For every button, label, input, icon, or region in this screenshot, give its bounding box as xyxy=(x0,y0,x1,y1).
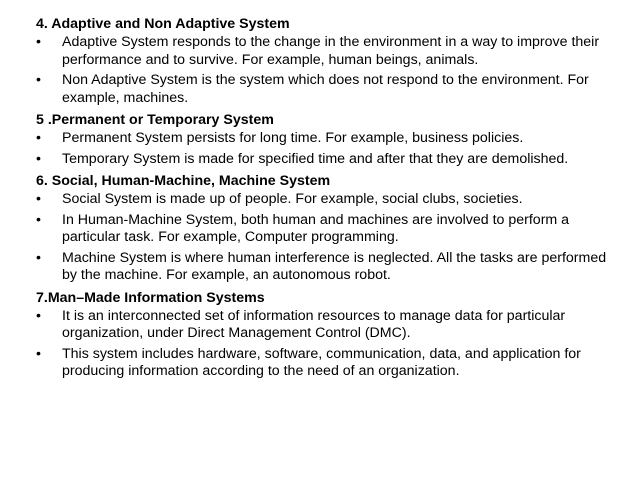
bullet-item xyxy=(36,308,618,343)
bullet-icon: • xyxy=(36,130,41,146)
bullet-text: Adaptive System responds to the change in the environment in a way to improve their performance and to survive. For example, human beings, animals. xyxy=(62,34,600,68)
bullet-text: Non Adaptive System is the system which does not respond to the environment. For example, machines. xyxy=(62,72,589,106)
bullet-item xyxy=(36,72,618,107)
section-adaptive xyxy=(36,14,618,107)
section-heading: 7.Man–Made Information Systems xyxy=(36,289,265,306)
bullet-list xyxy=(36,130,618,168)
section-social-machine xyxy=(36,171,618,285)
bullet-icon: • xyxy=(36,34,41,50)
bullet-text: Permanent System persists for long time. For example, business policies. xyxy=(62,130,524,146)
bullet-icon: • xyxy=(36,150,41,167)
bullet-item xyxy=(36,34,618,69)
bullet-icon: • xyxy=(36,191,41,207)
section-heading: 4. Adaptive and Non Adaptive System xyxy=(36,16,290,32)
bullet-item xyxy=(36,191,618,209)
bullet-icon: • xyxy=(36,249,41,266)
bullet-item xyxy=(36,212,618,247)
bullet-list xyxy=(36,308,618,381)
bullet-text: In Human-Machine System, both human and machines are involved to perform a particular task. For example, Computer programming. xyxy=(62,211,570,245)
bullet-icon: • xyxy=(36,345,41,362)
bullet-icon: • xyxy=(36,307,41,324)
bullet-list xyxy=(36,191,618,285)
bullet-item xyxy=(36,130,618,148)
bullet-item xyxy=(36,250,618,285)
section-heading: 6. Social, Human-Machine, Machine System xyxy=(36,173,331,189)
section-heading: 5 .Permanent or Temporary System xyxy=(36,112,274,128)
bullet-item xyxy=(36,151,618,169)
bullet-text: Temporary System is made for specified time and after that they are demolished. xyxy=(62,150,569,167)
section-man-made xyxy=(36,288,618,381)
bullet-icon: • xyxy=(36,211,41,228)
bullet-text: Machine System is where human interference is neglected. All the tasks are performed by the machine. For example, an autonomous robot. xyxy=(62,249,607,283)
bullet-text: Social System is made up of people. For example, social clubs, societies. xyxy=(62,191,523,207)
bullet-text: It is an interconnected set of information resources to manage data for particular organization, under Direct Management Control (DMC). xyxy=(62,307,566,341)
bullet-icon: • xyxy=(36,72,41,88)
bullet-item xyxy=(36,346,618,381)
bullet-list xyxy=(36,34,618,107)
section-permanent-temporary xyxy=(36,110,618,168)
bullet-text: This system includes hardware, software, communication, data, and application for producing information according to the need of an organization. xyxy=(62,345,581,379)
